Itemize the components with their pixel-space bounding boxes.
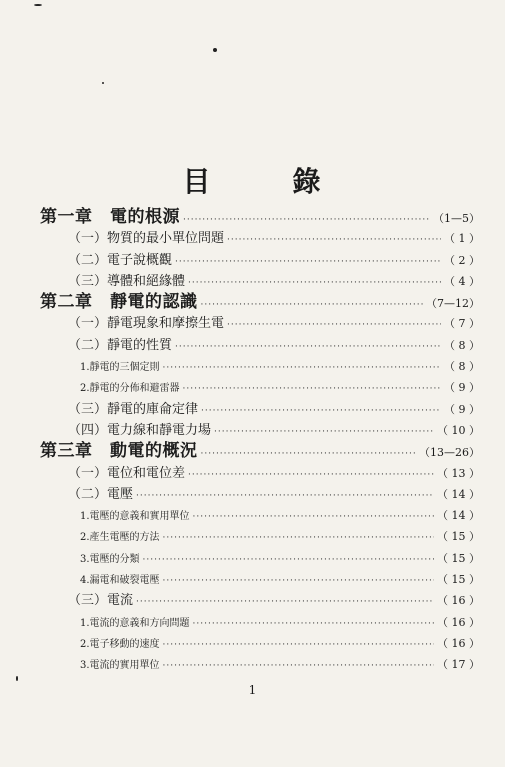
toc-entry-page: （ 8 ）	[444, 360, 480, 374]
toc-chapter-entry	[40, 207, 480, 228]
dot-leader	[163, 528, 434, 549]
toc-entry-page: （ 9 ）	[444, 381, 480, 395]
toc-entry-page: （13—26）	[419, 446, 480, 460]
toc-section-entry	[40, 271, 480, 292]
toc-entry-page: （ 15 ）	[437, 573, 480, 587]
dot-leader	[214, 422, 434, 443]
toc-entry-label: （一）靜電現象和摩擦生電	[68, 316, 225, 332]
dot-leader	[201, 295, 424, 316]
toc-entry-page: （ 14 ）	[437, 487, 480, 501]
toc-entry-label: （四）電力線和靜電力場	[68, 422, 212, 438]
dot-leader	[183, 379, 441, 400]
toc-entry-label: 1.靜電的三個定則	[80, 362, 160, 374]
toc-entry-page: （ 9 ）	[444, 402, 480, 416]
toc-sub-entry	[40, 612, 480, 633]
table-of-contents	[40, 207, 480, 676]
toc-title	[0, 160, 505, 200]
toc-entry-label: 2.電子移動的速度	[80, 638, 160, 650]
toc-chapter-entry	[40, 292, 480, 313]
dot-leader	[163, 571, 434, 592]
toc-section-entry	[40, 228, 480, 249]
ink-speck	[213, 48, 217, 52]
toc-entry-label: 2.產生電壓的方法	[80, 532, 160, 544]
toc-entry-label: 3.電流的實用單位	[80, 660, 160, 672]
toc-entry-label: （一）物質的最小單位問題	[68, 231, 225, 247]
toc-entry-page: （ 14 ）	[437, 509, 480, 523]
toc-entry-label: （二）電子說概觀	[68, 252, 173, 268]
toc-entry-label: （三）靜電的庫侖定律	[68, 401, 199, 417]
toc-sub-entry	[40, 377, 480, 398]
dot-leader	[188, 465, 434, 486]
toc-section-entry	[40, 399, 480, 420]
toc-entry-page: （ 16 ）	[437, 594, 480, 608]
ink-speck	[16, 676, 18, 681]
toc-title-char-2: 錄	[292, 165, 323, 198]
ink-speck	[34, 4, 42, 6]
toc-entry-label: 第一章 電的根源	[40, 207, 180, 227]
toc-entry-label: 3.電壓的分類	[80, 553, 140, 565]
toc-entry-page: （ 16 ）	[437, 615, 480, 629]
dot-leader	[136, 592, 434, 613]
toc-section-entry	[40, 250, 480, 271]
dot-leader	[193, 614, 434, 635]
dot-leader	[143, 550, 434, 571]
page-number: 1	[248, 683, 257, 697]
toc-entry-page: （ 7 ）	[444, 317, 480, 331]
toc-sub-entry	[40, 633, 480, 654]
toc-entry-label: （一）電位和電位差	[68, 465, 186, 481]
toc-title-char-1: 目	[182, 165, 213, 198]
toc-section-entry	[40, 313, 480, 334]
dot-leader	[163, 635, 434, 656]
dot-leader	[193, 507, 434, 528]
toc-entry-label: 1.電流的意義和方向問題	[80, 617, 190, 629]
toc-entry-page: （ 17 ）	[437, 658, 480, 672]
toc-chapter-entry	[40, 441, 480, 462]
toc-entry-page: （ 10 ）	[437, 423, 480, 437]
toc-entry-page: （ 2 ）	[444, 253, 480, 267]
toc-entry-page: （ 13 ）	[437, 466, 480, 480]
toc-entry-page: （1—5）	[433, 212, 480, 225]
toc-entry-label: 第二章 靜電的認識	[40, 292, 198, 313]
dot-leader	[175, 337, 441, 358]
toc-sub-entry	[40, 526, 480, 547]
toc-entry-label: 2.靜電的分佈和避雷器	[80, 383, 180, 395]
toc-entry-page: （7—12）	[426, 297, 480, 311]
toc-entry-label: 4.漏電和破裂電壓	[80, 575, 160, 587]
toc-sub-entry	[40, 548, 480, 569]
toc-entry-page: （ 15 ）	[437, 551, 480, 565]
toc-sub-entry	[40, 356, 480, 377]
toc-entry-label: （三）電流	[68, 593, 134, 609]
toc-entry-page: （ 8 ）	[444, 338, 480, 352]
dot-leader	[136, 486, 434, 507]
dot-leader	[175, 252, 441, 273]
toc-entry-page: （ 1 ）	[444, 232, 480, 246]
toc-entry-label: （二）靜電的性質	[68, 337, 173, 353]
dot-leader	[227, 315, 441, 336]
toc-sub-entry	[40, 569, 480, 590]
toc-entry-page: （ 4 ）	[444, 274, 480, 288]
toc-entry-label: （三）導體和絕緣體	[68, 273, 186, 289]
dot-leader	[201, 401, 441, 422]
dot-leader	[227, 230, 441, 251]
toc-section-entry	[40, 335, 480, 356]
toc-section-entry	[40, 463, 480, 484]
toc-entry-label: 第三章 動電的概況	[40, 441, 198, 462]
dot-leader	[188, 273, 441, 294]
toc-entry-label: 1.電壓的意義和實用單位	[80, 511, 190, 523]
toc-entry-label: （二）電壓	[68, 486, 134, 502]
toc-section-entry	[40, 484, 480, 505]
toc-entry-page: （ 15 ）	[437, 530, 480, 544]
toc-section-entry	[40, 420, 480, 441]
toc-entry-page: （ 16 ）	[437, 636, 480, 650]
dot-leader	[163, 656, 434, 677]
dot-leader	[163, 358, 441, 379]
toc-sub-entry	[40, 505, 480, 526]
toc-section-entry	[40, 590, 480, 611]
ink-speck	[102, 82, 104, 84]
toc-sub-entry	[40, 654, 480, 675]
dot-leader	[201, 444, 417, 465]
